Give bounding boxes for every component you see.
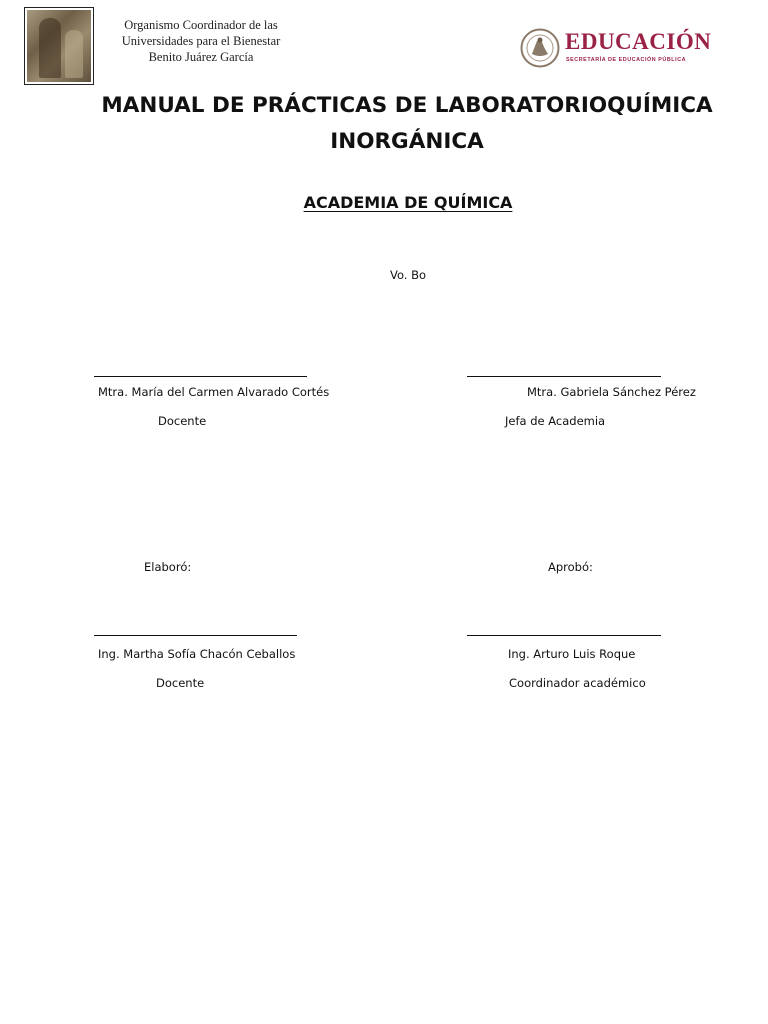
national-seal-icon — [520, 28, 560, 68]
document-title: MANUAL DE PRÁCTICAS DE LABORATORIOQUÍMICA INORGÁNICA — [101, 93, 713, 154]
signer-role-bottom-right: Coordinador académico — [509, 676, 646, 690]
signature-line-top-right — [467, 376, 661, 377]
document-subtitle — [108, 193, 708, 212]
signer-role-top-left: Docente — [158, 414, 207, 428]
signer-role-top-right: Jefa de Academia — [505, 414, 606, 428]
signature-line-bottom-left — [94, 635, 297, 636]
signature-line-bottom-right — [467, 635, 661, 636]
signer-name-bottom-right: Ing. Arturo Luis Roque — [508, 647, 636, 661]
brand-title: EDUCACIÓN — [565, 29, 712, 54]
org-line-3: Benito Juárez García — [148, 50, 254, 64]
signer-name-top-right: Mtra. Gabriela Sánchez Pérez — [527, 385, 696, 399]
signer-name-top-left: Mtra. María del Carmen Alvarado Cortés — [98, 385, 330, 399]
aprobo-label: Aprobó: — [548, 560, 593, 574]
brand-subtitle: SECRETARÍA DE EDUCACIÓN PÚBLICA — [566, 57, 687, 63]
organization-name — [108, 17, 294, 65]
signature-line-top-left — [94, 376, 307, 377]
subtitle-text: ACADEMIA DE QUÍMICA — [303, 193, 513, 212]
org-line-1: Organismo Coordinador de las — [124, 18, 278, 32]
university-logo-image — [24, 7, 94, 85]
signer-name-bottom-left: Ing. Martha Sofía Chacón Ceballos — [98, 647, 296, 661]
org-line-2: Universidades para el Bienestar — [121, 34, 281, 48]
elaboro-label: Elaboró: — [144, 560, 192, 574]
mural-image — [27, 10, 91, 82]
signer-role-bottom-left: Docente — [156, 676, 205, 690]
vobo-label: Vo. Bo — [390, 268, 427, 282]
